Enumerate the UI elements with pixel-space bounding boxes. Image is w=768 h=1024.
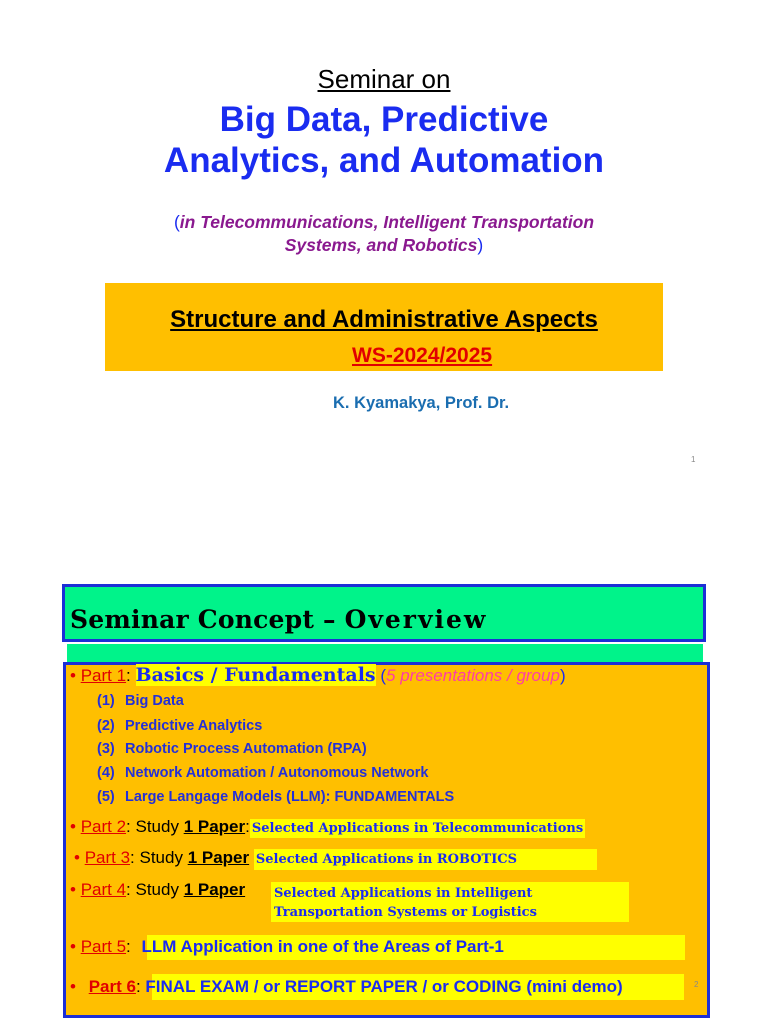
author-label: K. Kyamakya, Prof. Dr. (333, 394, 510, 412)
part6-topic: FINAL EXAM / or REPORT PAPER / or CODING (mini demo) (145, 977, 623, 996)
list-item: (1) Big Data (97, 693, 184, 709)
part2-topic: Selected Applications in Telecommunications (251, 821, 584, 836)
part4-line: • Part 4: Study 1 Paper (70, 880, 246, 899)
slide-title-line1: Big Data, Predictive (219, 100, 549, 139)
part6-label: Part 6 (88, 977, 136, 996)
list-item: (5) Large Langage Models (LLM): FUNDAMENTALS (97, 789, 455, 805)
semester-label: WS-2024/2025 (352, 344, 493, 367)
seminar-kicker: Seminar on (317, 64, 451, 94)
part1-topic: Basics / Fundamentals (135, 664, 376, 686)
part3-label: Part 3 (84, 848, 131, 867)
part2-label: Part 2 (80, 817, 127, 836)
part4-label: Part 4 (80, 880, 127, 899)
part1-label: Part 1 (80, 666, 127, 685)
part1-line: • Part 1: Basics / Fundamentals (5 presentations / group) (70, 664, 566, 686)
overview-title: Seminar Concept – Overview (70, 605, 488, 634)
part5-label: Part 5 (80, 937, 127, 956)
slide-title-line2: Analytics, and Automation (163, 141, 605, 180)
page-number: 1 (691, 455, 696, 464)
part4-topic-line2: Transportation Systems or Logistics (274, 905, 537, 920)
part3-topic: Selected Applications in ROBOTICS (254, 849, 597, 870)
overview-content-box (63, 662, 710, 1018)
box-title: Structure and Administrative Aspects (170, 306, 598, 333)
part6-line: • Part 6: FINAL EXAM / or REPORT PAPER / or CODING (mini demo) (70, 977, 623, 996)
part5-line: • Part 5: LLM Application in one of the Areas of Part-1 (70, 937, 504, 956)
list-item: (2) Predictive Analytics (97, 718, 263, 734)
part4-topic-line1: Selected Applications in Intelligent (274, 886, 533, 901)
page-number: 2 (694, 980, 699, 989)
subtitle-line1: (in Telecommunications, Intelligent Transportation (173, 212, 595, 232)
part3-line: • Part 3: Study 1 Paper Selected Applications in ROBOTICS (74, 848, 597, 868)
part2-line: • Part 2: Study 1 Paper: Selected Applications in Telecommunications (70, 817, 584, 836)
list-item: (3) Robotic Process Automation (RPA) (97, 741, 367, 757)
part5-topic: LLM Application in one of the Areas of Part-1 (141, 937, 504, 956)
part1-note: 5 presentations / group (386, 666, 560, 685)
list-item: (4) Network Automation / Autonomous Network (97, 765, 429, 781)
subtitle-line2: Systems, and Robotics) (284, 235, 484, 255)
header-strip (67, 644, 703, 662)
